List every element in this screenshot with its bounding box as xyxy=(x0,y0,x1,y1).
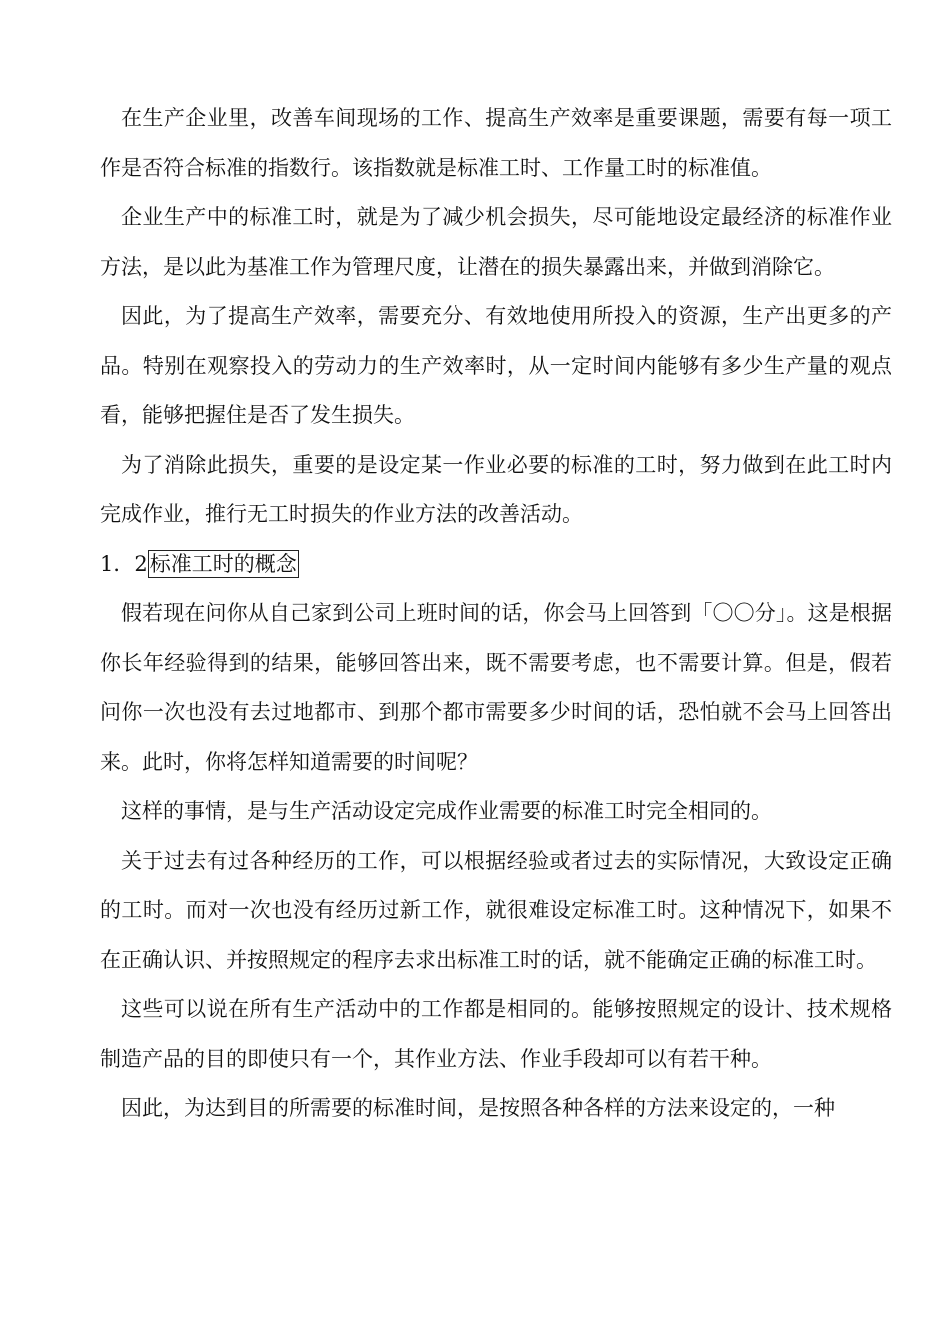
body-paragraph: 因此，为达到目的所需要的标准时间，是按照各种各样的方法来设定的，一种 xyxy=(121,1096,835,1120)
section-title: 标准工时的概念 xyxy=(149,551,297,576)
section-heading xyxy=(100,540,892,590)
body-paragraph: 这些可以说在所有生产活动中的工作都是相同的。能够按照规定的设计、技术规格制造产品的目的即使只有一个，其作业方法、作业手段却可以有若干种。 xyxy=(100,997,892,1071)
body-paragraph: 这样的事情，是与生产活动设定完成作业需要的标准工时完全相同的。 xyxy=(121,799,772,823)
section-number: 1．2 xyxy=(100,551,148,576)
body-paragraph: 企业生产中的标准工时，就是为了减少机会损失，尽可能地设定最经济的标准作业方法，是以此为基准工作为管理尺度，让潜在的损失暴露出来，并做到消除它。 xyxy=(100,205,892,279)
body-paragraph: 为了消除此损失，重要的是设定某一作业必要的标准的工时，努力做到在此工时内完成作业，推行无工时损失的作业方法的改善活动。 xyxy=(100,452,892,526)
body-paragraph: 关于过去有过各种经历的工作，可以根据经验或者过去的实际情况，大致设定正确的工时。而对一次也没有经历过新工作，就很难设定标准工时。这种情况下，如果不在正确认识、并按照规定的程序去求出标准工时的话，就不能确定正确的标准工时。 xyxy=(100,848,892,972)
body-paragraph: 因此，为了提高生产效率，需要充分、有效地使用所投入的资源，生产出更多的产品。特别在观察投入的劳动力的生产效率时，从一定时间内能够有多少生产量的观点看，能够把握住是否了发生损失。 xyxy=(100,304,892,427)
document-body xyxy=(100,94,892,1134)
body-paragraph: 在生产企业里，改善车间现场的工作、提高生产效率是重要课题，需要有每一项工作是否符合标准的指数行。该指数就是标准工时、工作量工时的标准值。 xyxy=(100,106,892,180)
body-paragraph: 假若现在问你从自己家到公司上班时间的话，你会马上回答到「〇〇分」。这是根据你长年经验得到的结果，能够回答出来，既不需要考虑，也不需要计算。但是，假若问你一次也没有去过地都市、到那个都市需要多少时间的话，恐怕就不会马上回答出来。此时，你将怎样知道需要的时间呢？ xyxy=(100,601,892,774)
